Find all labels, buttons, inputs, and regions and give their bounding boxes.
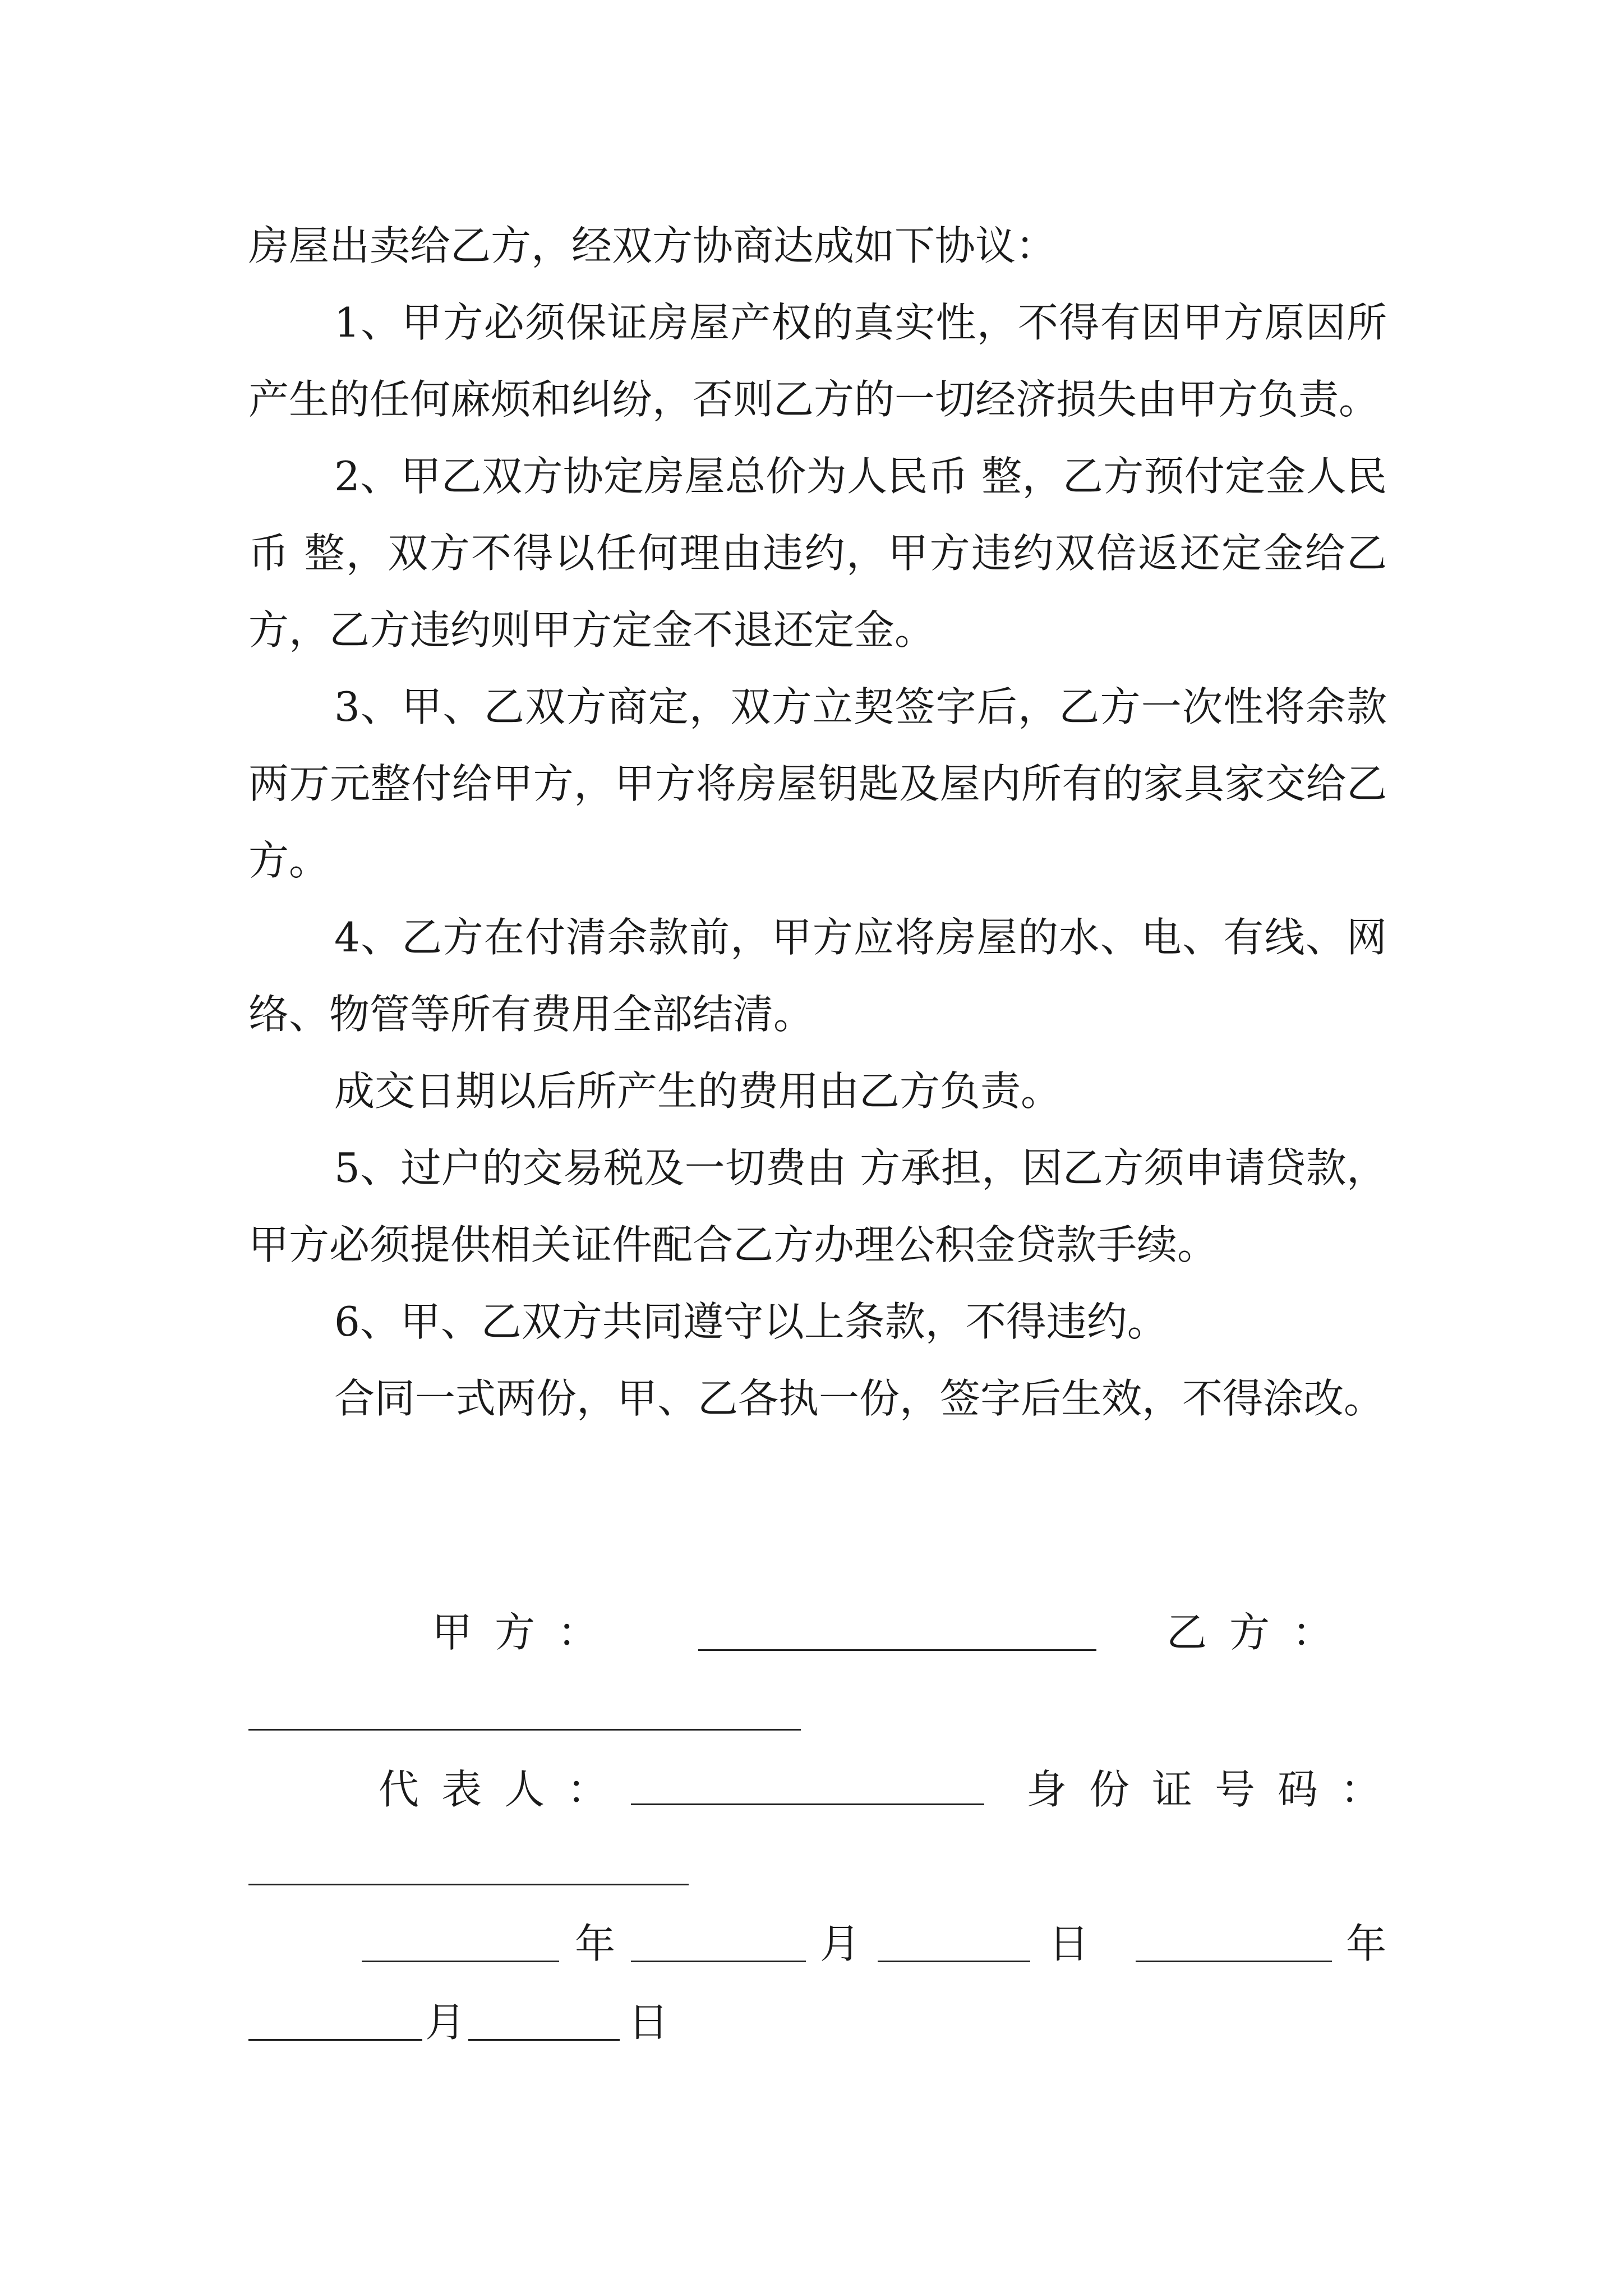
party-a-day-label: 日 (1049, 1920, 1090, 1967)
id-number-line (248, 1884, 689, 1885)
representative-signature-line (631, 1803, 984, 1805)
clause-3: 3、甲、乙双方商定，双方立契签字后，乙方一次性将余款两万元整付给甲方，甲方将房屋钥匙及屋内所有的家具家交给乙方。 (248, 683, 1387, 884)
party-b-year-line (1136, 1961, 1332, 1962)
clause-6: 6、甲、乙双方共同遵守以上条款，不得违约。 (334, 1298, 1168, 1345)
clause-1: 1、甲方必须保证房屋产权的真实性，不得有因甲方原因所产生的任何麻烦和纠纷，否则乙方的一切经济损失由甲方负责。 (248, 299, 1387, 423)
representative-label: 代表人： (379, 1766, 630, 1813)
party-a-signature-line (698, 1649, 1096, 1651)
party-a-day-line (878, 1961, 1030, 1962)
party-b-signature-line (248, 1729, 801, 1731)
party-a-label: 甲方： (432, 1609, 621, 1656)
party-b-day-line (468, 2039, 620, 2041)
clause-2: 2、甲乙双方协定房屋总价为人民币 整，乙方预付定金人民币 整，双方不得以任何理由违约，甲方违约双倍返还定金给乙方，乙方违约则甲方定金不退还定金。 (248, 453, 1387, 654)
party-a-year-line (362, 1961, 559, 1962)
contract-body (248, 208, 1387, 1437)
intro-paragraph: 房屋出卖给乙方，经双方协商达成如下协议： (248, 222, 1057, 269)
party-b-year-label: 年 (1346, 1920, 1387, 1967)
clause-4: 4、乙方在付清余款前，甲方应将房屋的水、电、有线、网络、物管等所有费用全部结清。 (248, 914, 1387, 1038)
party-b-month-line (248, 2039, 422, 2041)
party-a-month-label: 月 (820, 1920, 861, 1967)
party-a-month-line (631, 1961, 806, 1962)
clause-4-note: 成交日期以后所产生的费用由乙方负责。 (334, 1068, 1062, 1115)
party-a-year-label: 年 (575, 1920, 616, 1967)
clause-5: 5、过户的交易税及一切费由 方承担，因乙方须申请贷款，甲方必须提供相关证件配合乙方办理公积金贷款手续。 (248, 1144, 1387, 1268)
party-b-label: 乙方： (1166, 1609, 1355, 1656)
party-b-day-label: 日 (628, 1999, 669, 2046)
id-number-label: 身份证号码： (1026, 1766, 1404, 1813)
party-b-month-label: 月 (425, 1999, 466, 2046)
copies-clause: 合同一式两份，甲、乙各执一份，签字后生效，不得涂改。 (334, 1375, 1385, 1422)
